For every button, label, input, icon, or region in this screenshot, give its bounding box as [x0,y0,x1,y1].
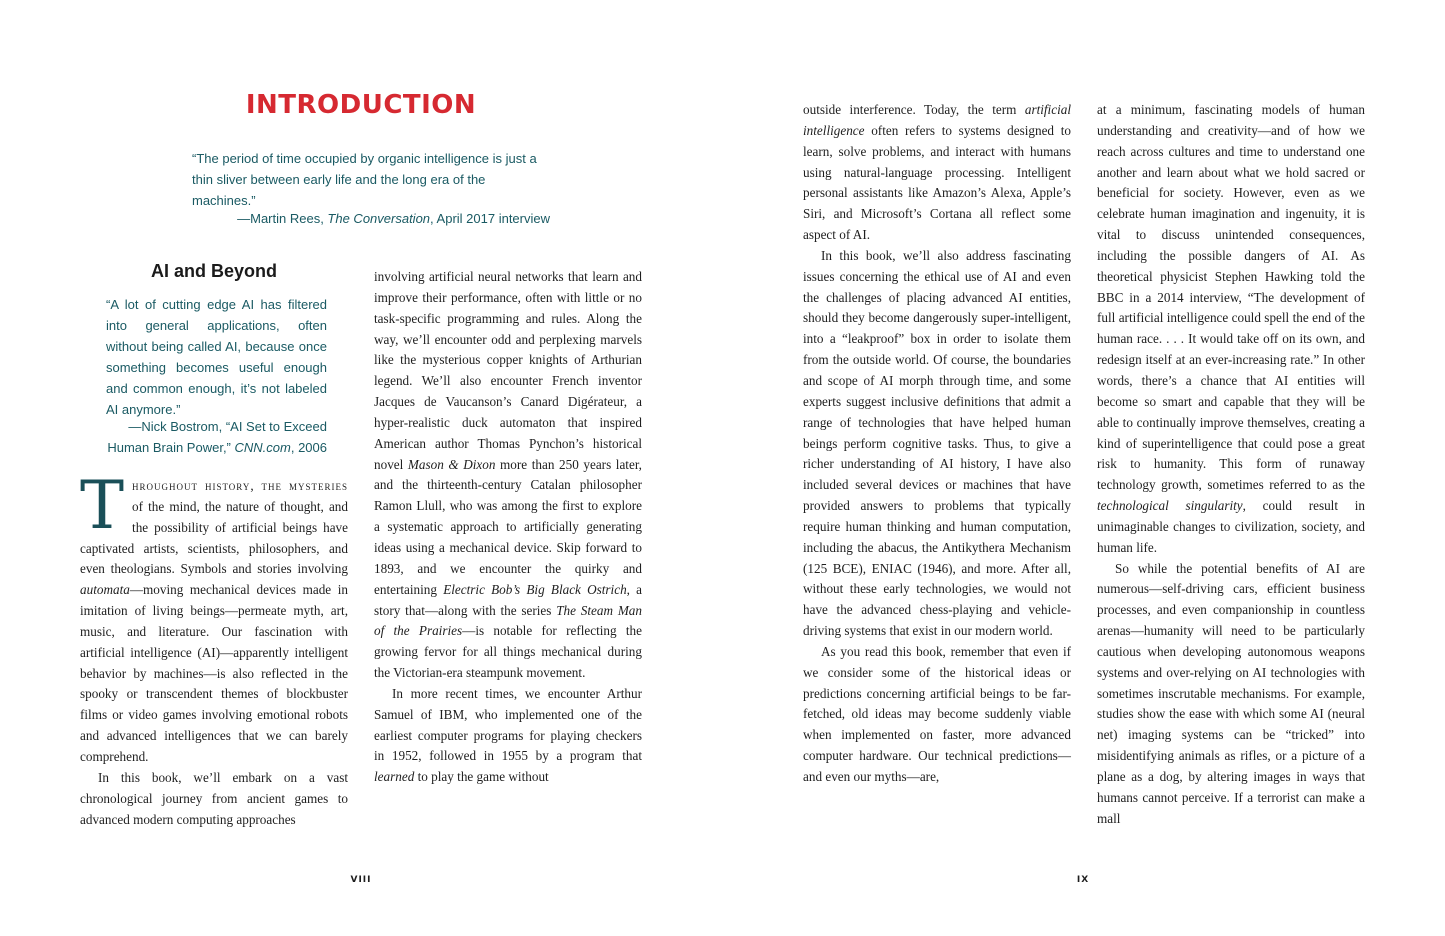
body-emphasis: technological singularity [1097,498,1243,514]
epigraph-attribution-suffix: , April 2017 interview [430,211,550,226]
body-paragraph [1097,100,1365,559]
body-paragraph [374,684,642,788]
body-text: —is notable for reflecting the growing fervor for all things mechanical during the Victorian-era steampunk movement. [374,623,642,681]
body-emphasis: learned [374,769,415,785]
epigraph-attribution-prefix: —Martin Rees, [237,211,328,226]
body-paragraph: In this book, we’ll also address fascinating issues concerning the ethical use of AI and even the challenges of placing advanced AI entities, should they become dangerously super-intelligent, into a “leakproof” box in order to isolate them from the outside world. Of course, the boundaries and scope of AI morph through time, and some experts suggest inclusive definitions that admit a range of technologies that have helped human beings perform cognitive tasks. Thus, to give a richer understanding of AI history, I have also included several devices or machines that have provided answers to problems that typically require human thinking and human computation, including the abacus, the Antikythera Mechanism (125 BCE), ENIAC (1946), and more. After all, without these early technologies, we would not have the advanced chess-playing and vehicle-driving systems that exist in our modern world. [803,247,1071,639]
body-text: outside interference. Today, the term [803,102,1025,117]
body-text: , could result in unimaginable changes to civilization, society, and human life. [1097,498,1365,555]
chapter-title: INTRODUCTION [245,90,477,120]
body-text: more than 250 years later, and the thirteenth-century Catalan philosopher Ramon Llull, who was among the first to explore a systematic approach to artificially generating ideas using a mechanical device. Skip forward to 1893, and we encounter the quirky and entertaining [374,456,642,597]
page-number-left: VIII [350,875,372,885]
body-text: often refers to systems designed to learn, solve problems, and interact with humans using natural-language processing. Intelligent personal assistants like Amazon’s Alexa, Apple’s Siri, and Microsoft’s Cortana all reflect some aspect of AI. [803,122,1071,243]
body-text: —moving mechanical devices made in imitation of living beings—permeate myth, art, music, and literature. Our fascination with artificial intelligence (AI)—apparently intelligent behavior by machines—is also reflected in the spooky or transcendent themes of blockbuster films or video games involving emotional robots and advanced intelligences that we can barely comprehend. [80,582,348,764]
section-quote-attribution-work: CNN.com [234,440,291,455]
body-paragraph [803,100,1071,246]
body-text: , a story that—along with the series [374,581,643,618]
body-paragraph: So while the potential benefits of AI are numerous—self-driving cars, efficient business processes, and even companionship in countless arenas—humanity will need to be particularly cautious when developing autonomous weapons systems and over-relying on AI technologies with sometimes inscrutable mechanisms. For example, studies show the ease with which some AI (neural net) imaging systems can be “tricked” into misidentifying animals as rifles, or a picture of a plane as a dog, by altering images in ways that humans cannot perceive. If a terrorist can make a mall [1097,560,1365,826]
section-quote-attribution [106,416,327,458]
body-emphasis: Mason & Dixon [407,456,496,472]
page-number-right: IX [1076,875,1090,885]
body-emphasis: Electric Bob’s Big Black Ostrich [443,581,627,597]
body-column-2 [374,267,642,836]
body-text: to play the game without [414,769,549,785]
body-emphasis: automata [80,582,130,598]
body-paragraph [80,467,348,768]
body-paragraph [374,267,642,684]
body-paragraph: In this book, we’ll embark on a vast chronological journey from ancient games to advanced modern computing approaches [80,769,348,827]
opening-small-caps: hroughout history, the mysteries [132,478,348,493]
body-emphasis: The Steam Man of the Prairies [374,602,642,639]
body-column-4 [1097,100,1365,836]
epigraph-attribution-work: The Conversation [327,211,431,226]
section-quote-attribution-suffix: , 2006 [290,440,327,455]
epigraph-quote: “The period of time occupied by organic intelligence is just a thin sliver between early life and the long era of the machines.” [192,151,537,208]
body-text: In more recent times, we encounter Arthur Samuel of IBM, who implemented one of the earliest computer programs for playing checkers in 1952, followed in 1955 by a program that [374,685,642,764]
body-column-1 [80,467,348,836]
body-column-3 [803,100,1071,836]
section-heading: AI and Beyond [150,261,277,281]
body-text: involving artificial neural networks that learn and improve their performance, often with little or no task-specific programming and rules. Along the way, we’ll encounter odd and perplexing marvels like the mysterious copper knights of Arthurian legend. We’ll also encounter French inventor Jacques de Vaucanson’s Canard Digérateur, a hyper-realistic duck automaton that inspired American author Thomas Pynchon’s historical novel [374,269,642,472]
body-text: at a minimum, fascinating models of human understanding and creativity—and of how we reach across cultures and time to understand one another and learn about what we hold sacred or beneficial for society. However, even as we celebrate human imagination and ingenuity, it is vital to discuss unintended consequences, including the possible dangers of AI. As theoretical physicist Stephen Hawking told the BBC in a 2014 interview, “The development of full artificial intelligence could spell the end of the human race. . . . It would take off on its own, and redesign itself at an ever-increasing rate.” In other words, there’s a chance that AI entities will become so smart and capable that they will be able to continually improve themselves, creating a kind of superintelligence that could pose a great risk to humanity. This form of runaway technology growth, sometimes referred to as the [1097,102,1365,493]
section-quote-attribution-prefix: —Nick Bostrom, “AI Set to Exceed Human Brain Power,” [107,419,327,455]
body-text: of the mind, the nature of thought, and the possibility of artificial beings have captivated artists, scientists, philosophers, and even theologians. Symbols and stories involving [80,498,348,577]
epigraph-attribution [160,208,550,229]
section-quote: “A lot of cutting edge AI has filtered into general applications, often without being called AI, because once something becomes useful enough and common enough, it’s not labeled AI anymore.” [106,297,327,417]
body-emphasis: artificial intelligence [803,102,1071,138]
drop-cap: T [80,467,125,544]
body-paragraph: As you read this book, remember that even if we consider some of the historical ideas or predictions concerning artificial beings to be far-fetched, old ideas may become suddenly viable when implemented on faster, more advanced computer hardware. Our technical predictions—and even our myths—are, [803,643,1071,784]
